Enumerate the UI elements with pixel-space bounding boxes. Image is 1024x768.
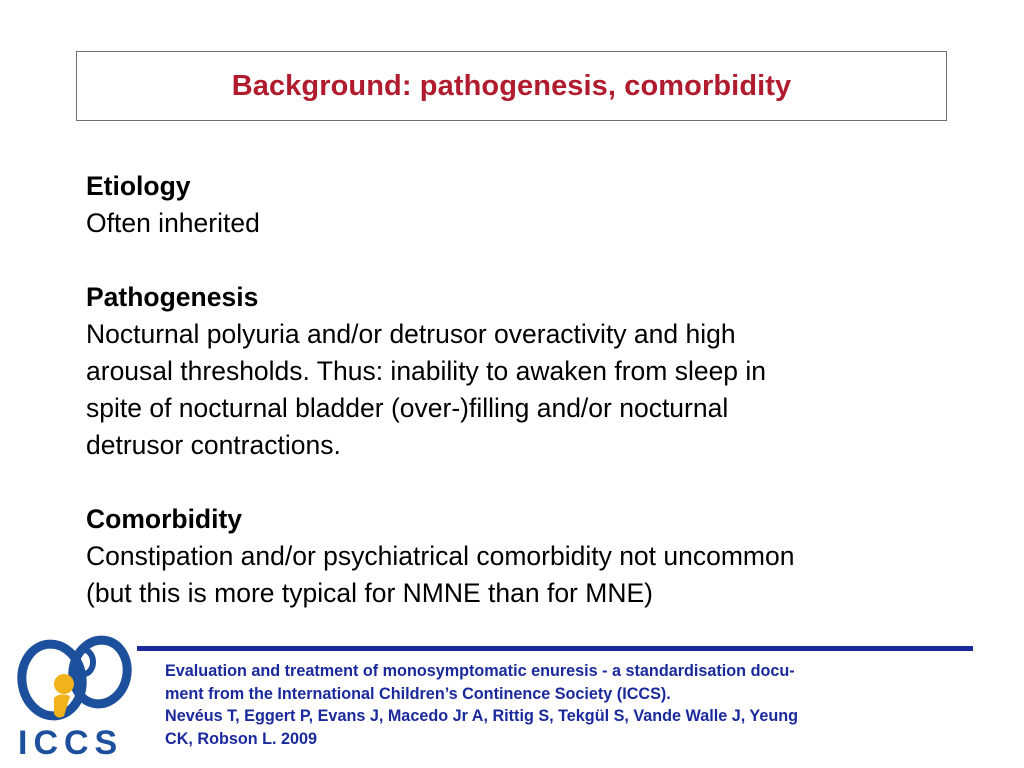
section-line: Nocturnal polyuria and/or detrusor overactivity and high <box>86 319 736 349</box>
title-box <box>76 51 947 121</box>
section-heading: Pathogenesis <box>86 282 259 312</box>
footer-citation <box>165 660 965 750</box>
logo-text: ICCS <box>18 724 124 760</box>
slide-body <box>86 168 966 649</box>
footer-line: Nevéus T, Eggert P, Evans J, Macedo Jr A, Rittig S, Tekgül S, Vande Walle J, Yeung <box>165 707 799 725</box>
section-line: Often inherited <box>86 208 260 238</box>
section-comorbidity <box>86 501 966 612</box>
section-line: arousal thresholds. Thus: inability to awaken from sleep in <box>86 356 767 386</box>
footer-line: Evaluation and treatment of monosymptomatic enuresis - a standardisation docu- <box>165 662 795 680</box>
iccs-logo-icon <box>14 632 140 760</box>
footer-line: ment from the International Children’s Continence Society (ICCS). <box>165 684 671 703</box>
section-etiology <box>86 168 966 242</box>
footer-line: CK, Robson L. 2009 <box>165 729 318 748</box>
section-line: (but this is more typical for NMNE than for MNE) <box>86 578 653 608</box>
slide-title: Background: pathogenesis, comorbidity <box>231 69 792 102</box>
section-pathogenesis <box>86 279 966 464</box>
section-heading: Comorbidity <box>86 504 243 534</box>
section-line: Constipation and/or psychiatrical comorbidity not uncommon <box>86 541 795 571</box>
section-heading: Etiology <box>86 171 191 201</box>
footer-divider <box>137 646 973 651</box>
section-line: detrusor contractions. <box>86 430 341 460</box>
section-line: spite of nocturnal bladder (over-)filling and/or nocturnal <box>86 393 729 423</box>
